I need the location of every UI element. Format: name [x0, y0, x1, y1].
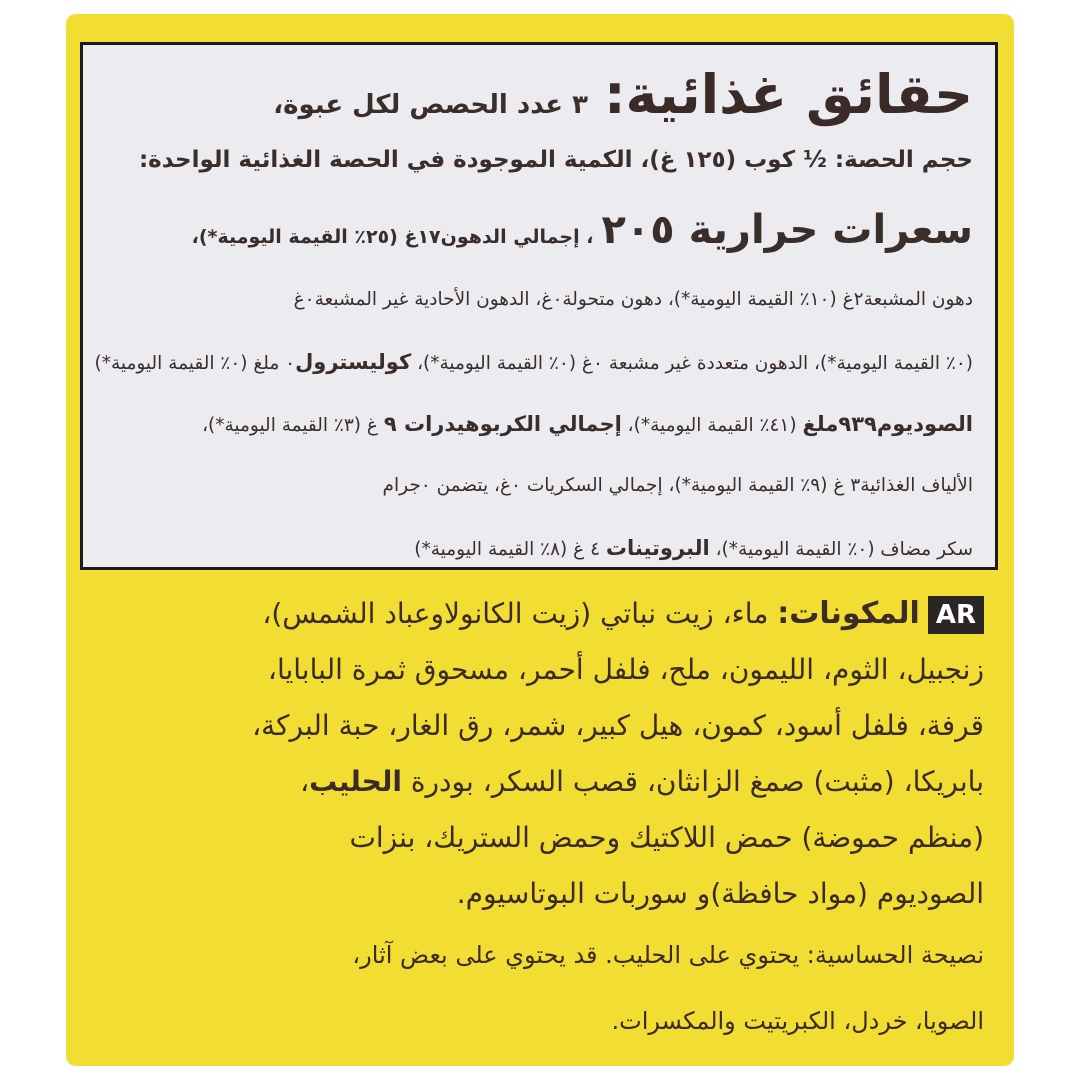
language-badge: AR	[928, 596, 984, 634]
protein-value: ٤ غ (٨٪ القيمة اليومية*)	[414, 539, 606, 560]
ingredients-line-4	[96, 754, 984, 810]
ingredients-line-1	[96, 586, 984, 642]
nutrition-facts-panel	[80, 42, 998, 570]
fiber-sugars-row: الألياف الغذائية٣ غ (٩٪ القيمة اليومية*)، إجمالي السكريات ٠غ، يتضمن ٠جرام	[382, 475, 973, 496]
product-label	[66, 14, 1014, 1066]
sugar-protein-row	[101, 517, 973, 579]
allergen-milk: الحليب	[309, 765, 402, 798]
calories-row	[101, 207, 973, 269]
serving-size: حجم الحصة: ½ كوب (١٢٥ غ)، الكمية الموجودة في الحصة الغذائية الواحدة:	[138, 147, 973, 173]
ingredients-line-2: زنجبيل، الثوم، الليمون، ملح، فلفل أحمر، مسحوق ثمرة البابايا،	[267, 653, 984, 686]
sodium-label: الصوديوم٩٣٩ملغ	[802, 412, 973, 436]
carbohydrates-value: غ (٣٪ القيمة اليومية*)،	[202, 415, 384, 436]
ingredients-line-6: الصوديوم (مواد حافظة)و سوربات البوتاسيوم.	[456, 877, 984, 910]
nutrition-header	[101, 63, 973, 141]
sodium-carbs-row	[101, 393, 973, 455]
nutrition-title: حقائق غذائية:	[603, 63, 973, 126]
added-sugar: سكر مضاف (٠٪ القيمة اليومية*)،	[709, 539, 973, 560]
protein-label: البروتينات	[605, 536, 710, 560]
allergy-advice-2: الصويا، خردل، الكبريتيت والمكسرات.	[611, 1007, 984, 1035]
ingredients-comma: ،	[300, 765, 310, 798]
carbohydrates-label: إجمالي الكربوهيدرات ٩	[383, 412, 622, 436]
servings-per-pack: ٣ عدد الحصص لكل عبوة،	[273, 90, 588, 120]
fat-cholesterol-row	[94, 331, 973, 393]
allergy-advice-1: نصيحة الحساسية: يحتوي على الحليب. قد يحتوي على بعض آثار،	[352, 941, 984, 969]
ingredients-text-1: ماء، زيت نباتي (زيت الكانولاوعباد الشمس)،	[262, 597, 778, 630]
ingredients-section	[96, 586, 984, 1054]
ingredients-heading: المكونات:	[777, 596, 920, 631]
calories-value: سعرات حرارية ٢٠٥	[601, 207, 973, 253]
fat-breakdown: دهون المشبعة٢غ (١٠٪ القيمة اليومية*)، دهون متحولة٠غ، الدهون الأحادية غير المشبعة٠غ	[293, 289, 973, 310]
total-fat: ، إجمالي الدهون١٧غ (٢٥٪ القيمة اليومية*)،	[191, 226, 594, 248]
ingredients-text-4: بابريكا، (مثبت) صمغ الزانثان، قصب السكر، بودرة	[401, 765, 984, 798]
ingredients-line-3: قرفة، فلفل أسود، كمون، هيل كبير، شمر، رق الغار، حبة البركة،	[252, 709, 984, 742]
cholesterol-label: كوليسترول	[295, 350, 412, 374]
polyunsaturated-fat: (٠٪ القيمة اليومية*)، الدهون متعددة غير مشبعة ٠غ (٠٪ القيمة اليومية*)،	[411, 353, 973, 374]
cholesterol-value: ٠ ملغ (٠٪ القيمة اليومية*)	[94, 353, 296, 374]
ingredients-line-5: (منظم حموضة) حمض اللاكتيك وحمض الستريك، بنزات	[349, 821, 984, 854]
sodium-value: (٤١٪ القيمة اليومية*)،	[621, 415, 803, 436]
